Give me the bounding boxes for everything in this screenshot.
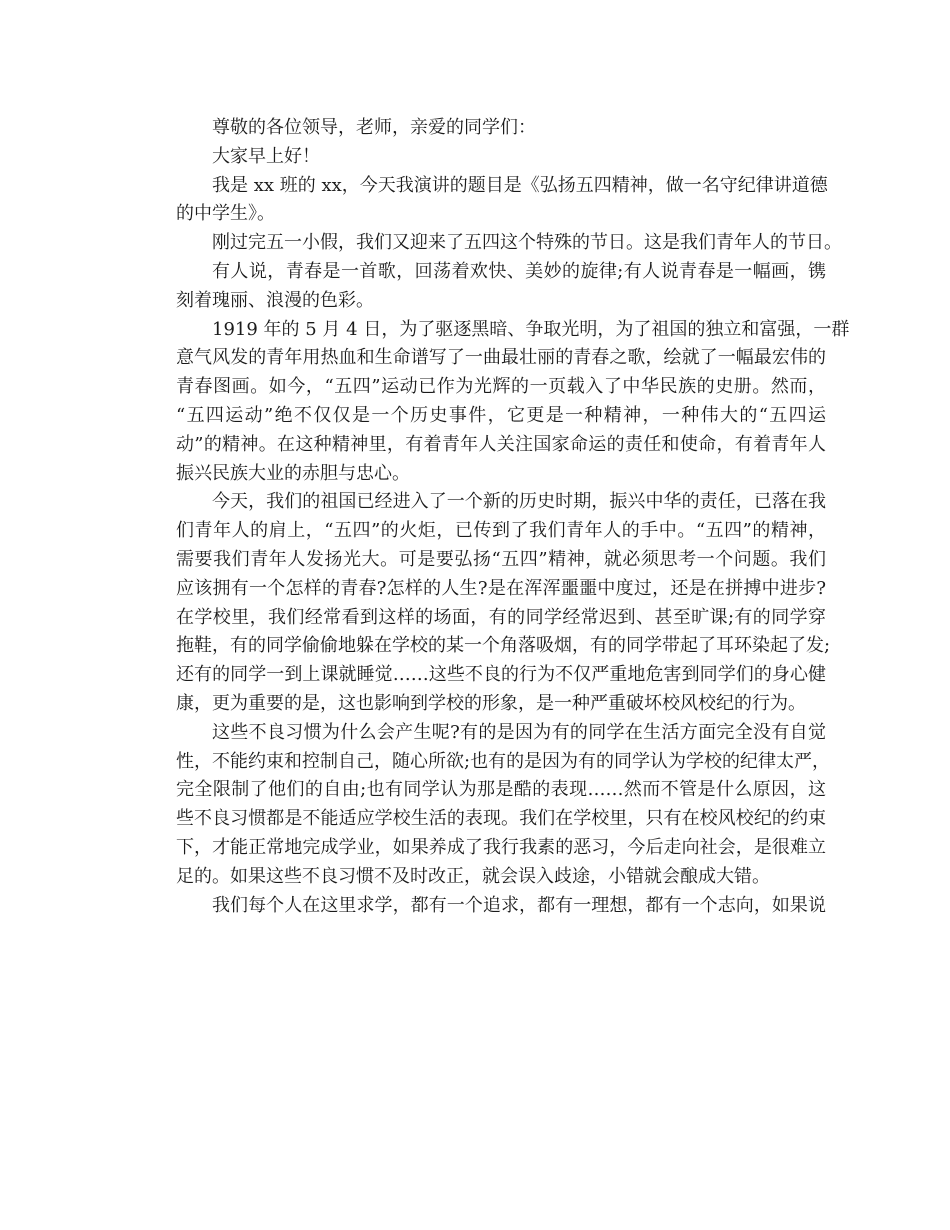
paragraph-intro [140, 172, 826, 230]
text-line: 有人说，青春是一首歌，回荡着欢快、美妙的旋律;有人说青春是一幅画，镌 [212, 260, 826, 282]
text-line: 青春图画。如今，“五四”运动已作为光辉的一页载入了中华民族的史册。然而， [176, 376, 826, 398]
text-line: 还有的同学一到上课就睡觉……这些不良的行为不仅严重地危害到同学们的身心健 [176, 664, 826, 686]
text-line: 刚过完五一小假，我们又迎来了五四这个特殊的节日。这是我们青年人的节日。 [212, 232, 842, 254]
paragraph-bad-habits [140, 719, 831, 892]
text-line: 下，才能正常地完成学业，如果养成了我行我素的恶习，今后走向社会，是很难立 [176, 836, 826, 858]
paragraph-greeting [140, 143, 826, 172]
text-line: 康，更为重要的是，这也影响到学校的形象，是一种严重破坏校风校纪的行为。 [176, 692, 806, 714]
text-line: 大家早上好！ [212, 145, 320, 167]
text-line: 拖鞋，有的同学偷偷地躲在学校的某一个角落吸烟，有的同学带起了耳环染起了发; [176, 635, 831, 657]
text-line: 些不良习惯都是不能适应学校生活的表现。我们在学校里，只有在校风校纪的约束 [176, 808, 826, 830]
text-line: 振兴民族大业的赤胆与忠心。 [176, 462, 410, 484]
text-line: 在学校里，我们经常看到这样的场面，有的同学经常迟到、甚至旷课;有的同学穿 [176, 606, 826, 628]
text-line: 完全限制了他们的自由;也有同学认为那是酷的表现……然而不管是什么原因，这 [176, 779, 826, 801]
text-line: 我是 xx 班的 xx，今天我演讲的题目是《弘扬五四精神，做一名守纪律讲道德 [212, 174, 828, 196]
text-line: 的中学生》。 [176, 203, 275, 225]
text-line: 足的。如果这些不良习惯不及时改正，就会误入歧途，小错就会酿成大错。 [176, 865, 770, 887]
text-line: 意气风发的青年用热血和生命谱写了一曲最壮丽的青春之歌，绘就了一幅最宏伟的 [176, 347, 826, 369]
text-line: 刻着瑰丽、浪漫的色彩。 [176, 289, 374, 311]
text-line: 应该拥有一个怎样的青春?怎样的人生?是在浑浑噩噩中度过，还是在拼搏中进步? [176, 577, 826, 599]
text-line: 尊敬的各位领导，老师，亲爱的同学们： [212, 117, 536, 138]
paragraph-youth [140, 258, 826, 316]
paragraph-today [140, 488, 831, 718]
text-line: 今天，我们的祖国已经进入了一个新的历史时期，振兴中华的责任，已落在我 [212, 491, 826, 513]
paragraph-salutation [140, 114, 826, 143]
paragraph-pursuit [140, 892, 826, 921]
text-line: 需要我们青年人发扬光大。可是要弘扬“五四”精神，就必须思考一个问题。我们 [176, 548, 826, 570]
text-line: 1919 年的 5 月 4 日，为了驱逐黑暗、争取光明，为了祖国的独立和富强，一群 [212, 318, 850, 340]
text-line: 我们每个人在这里求学，都有一个追求，都有一理想，都有一个志向，如果说 [212, 894, 826, 916]
paragraph-holiday [140, 229, 842, 258]
text-line: 性，不能约束和控制自己，随心所欲;也有的是因为有的同学认为学校的纪律太严， [176, 750, 831, 772]
paragraph-history [140, 316, 850, 489]
text-line: 动”的精神。在这种精神里，有着青年人关注国家命运的责任和使命，有着青年人 [176, 433, 826, 455]
speech-text [140, 114, 850, 920]
text-line: 们青年人的肩上，“五四”的火炬，已传到了我们青年人的手中。“五四”的精神， [176, 520, 826, 542]
text-line: “五四运动”绝不仅仅是一个历史事件，它更是一种精神，一种伟大的“五四运 [176, 404, 826, 426]
text-line: 这些不良习惯为什么会产生呢?有的是因为有的同学在生活方面完全没有自觉 [212, 721, 826, 743]
